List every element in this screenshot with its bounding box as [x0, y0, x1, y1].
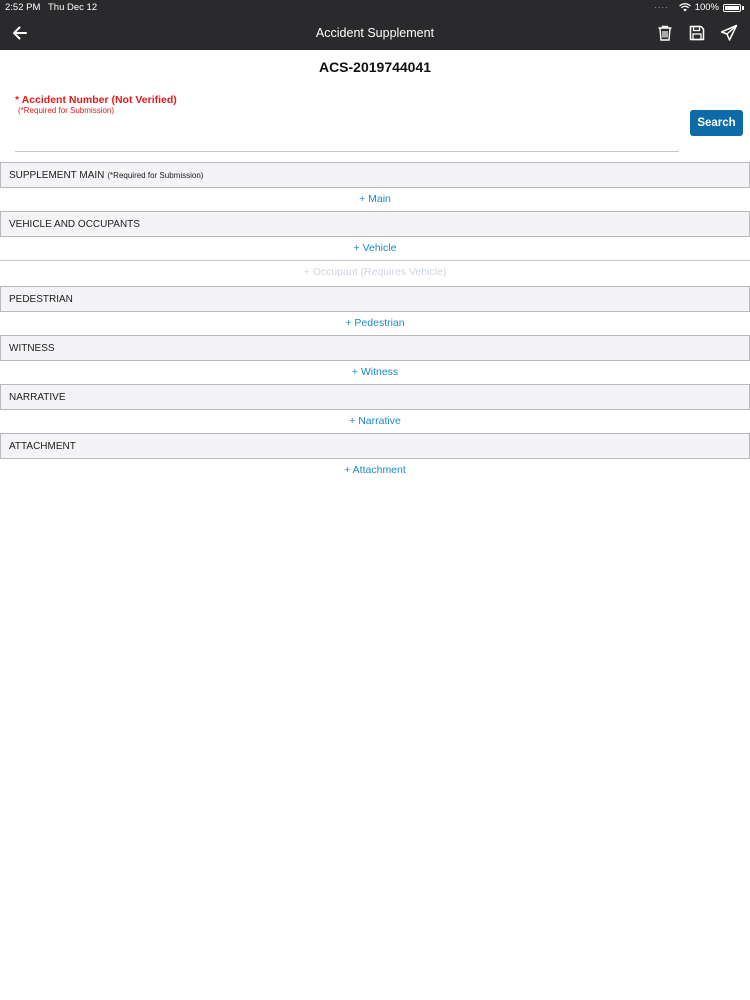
add-attachment-button[interactable]: + Attachment — [344, 464, 406, 476]
status-indicators — [654, 2, 744, 13]
search-button[interactable]: Search — [690, 110, 743, 136]
accident-required-note: (*Required for Submission) — [18, 106, 115, 115]
section-title: PEDESTRIAN — [9, 293, 73, 305]
trash-icon[interactable] — [656, 24, 674, 42]
section-title: ATTACHMENT — [9, 440, 76, 452]
page-title: Accident Supplement — [315, 26, 435, 40]
battery-tip — [742, 6, 744, 10]
send-icon[interactable] — [720, 24, 738, 42]
sections-list — [0, 162, 750, 482]
status-bar — [0, 0, 750, 16]
section-header-vehicle — [0, 211, 750, 237]
section-header-witness — [0, 335, 750, 361]
section-title: VEHICLE AND OCCUPANTS — [9, 218, 140, 230]
add-narrative-button[interactable]: + Narrative — [349, 415, 401, 427]
section-required-note: (*Required for Submission) — [107, 170, 204, 180]
status-date: Thu Dec 12 — [48, 2, 98, 13]
add-witness-button[interactable]: + Witness — [351, 366, 399, 378]
add-main-button[interactable]: + Main — [359, 193, 391, 205]
section-title: NARRATIVE — [9, 391, 66, 403]
status-time: 2:52 PM — [5, 2, 41, 13]
multitasking-dots-icon: ···· — [654, 3, 669, 12]
add-occupant-button[interactable]: + Occupant (Requires Vehicle) — [303, 266, 447, 278]
section-title: WITNESS — [9, 342, 55, 354]
section-header-pedestrian — [0, 286, 750, 312]
nav-actions — [656, 24, 738, 42]
accident-number-input[interactable] — [15, 118, 679, 152]
section-title: SUPPLEMENT MAIN — [9, 169, 105, 181]
add-vehicle-button[interactable]: + Vehicle — [353, 242, 397, 254]
nav-bar — [0, 16, 750, 50]
add-pedestrian-button[interactable]: + Pedestrian — [345, 317, 405, 329]
wifi-icon — [679, 3, 691, 12]
battery-percent: 100% — [694, 2, 719, 13]
section-header-main — [0, 162, 750, 188]
accident-number-label: * Accident Number (Not Verified) — [15, 94, 177, 106]
battery-icon — [723, 4, 741, 12]
section-header-attachment — [0, 433, 750, 459]
section-header-narrative — [0, 384, 750, 410]
record-id: ACS-2019744041 — [318, 59, 432, 75]
save-icon[interactable] — [688, 24, 706, 42]
